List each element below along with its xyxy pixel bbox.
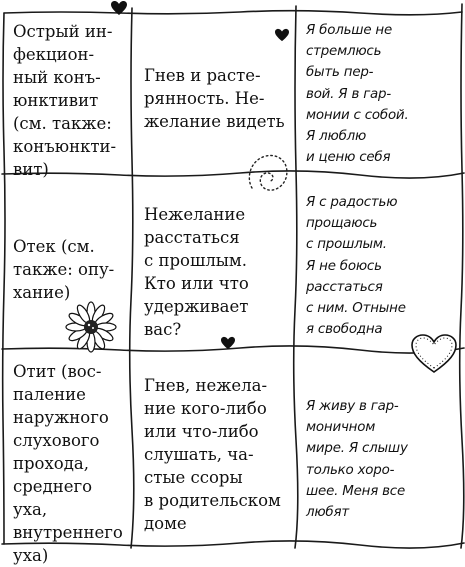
cause-cell: Гнев и расте- рянность. Не- желание видеть — [144, 66, 285, 131]
table-row — [4, 175, 463, 349]
disease-cell: Отит (вос- паление наружного слухового прохода, среднего уха, внутреннего уха) — [13, 362, 123, 565]
cause-cell: Нежелание расстаться с прошлым. Кто или что удерживает вас? — [144, 205, 249, 339]
ailments-table — [4, 12, 463, 565]
disease-cell: Острый ин- фекцион- ный конъ- юнктивит (см. также: конъюнкти- вит) — [13, 22, 117, 179]
cause-cell: Гнев, нежела- ние кого-либо или что-либо слушать, ча- стые ссоры в родительском доме — [144, 376, 281, 533]
table-row — [4, 14, 463, 179]
table-row — [4, 350, 463, 565]
disease-cell: Отек (см. также: опу- хание) — [13, 237, 115, 302]
affirmation-cell: Я больше не стремлюсь быть пер- вой. Я в гар- монии с собой. Я люблю и ценю себя — [306, 23, 409, 166]
affirmation-cell: Я с радостью прощаюсь с прошлым. Я не боюсь расстаться с ним. Отныне я свободна — [306, 195, 406, 338]
affirmation-cell: Я живу в гар- моничном мире. Я слышу только хоро- шее. Меня все любят — [306, 399, 408, 521]
